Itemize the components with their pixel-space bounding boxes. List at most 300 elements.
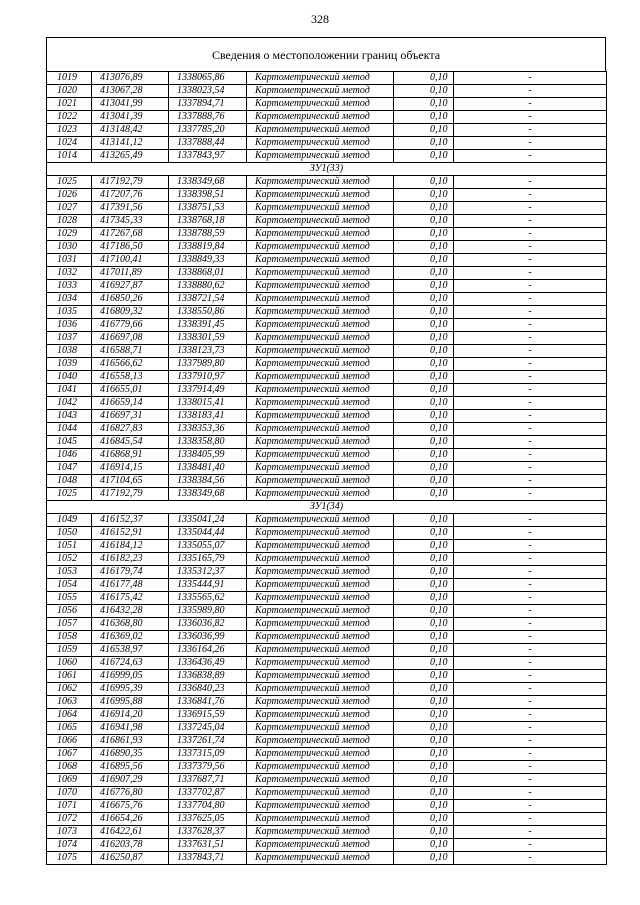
x-coordinate-cell: 416776,80 — [92, 787, 169, 800]
table-row — [47, 280, 607, 293]
point-number-cell: 1020 — [47, 85, 92, 98]
table-row — [47, 436, 607, 449]
precision-cell: 0,10 — [394, 488, 454, 501]
x-coordinate-cell: 417186,50 — [92, 241, 169, 254]
point-number-cell: 1061 — [47, 670, 92, 683]
table-row — [47, 306, 607, 319]
precision-cell: 0,10 — [394, 735, 454, 748]
point-number-cell: 1035 — [47, 306, 92, 319]
x-coordinate-cell: 416697,08 — [92, 332, 169, 345]
table-row — [47, 397, 607, 410]
method-cell: Картометрический метод — [247, 839, 394, 852]
y-coordinate-cell: 1336840,23 — [169, 683, 247, 696]
method-cell: Картометрический метод — [247, 683, 394, 696]
precision-cell: 0,10 — [394, 423, 454, 436]
y-coordinate-cell: 1335055,07 — [169, 540, 247, 553]
x-coordinate-cell: 416779,66 — [92, 319, 169, 332]
method-cell: Картометрический метод — [247, 813, 394, 826]
y-coordinate-cell: 1338301,59 — [169, 332, 247, 345]
x-coordinate-cell: 416927,87 — [92, 280, 169, 293]
description-cell: - — [454, 566, 607, 579]
description-cell: - — [454, 813, 607, 826]
method-cell: Картометрический метод — [247, 852, 394, 865]
x-coordinate-cell: 417100,41 — [92, 254, 169, 267]
method-cell: Картометрический метод — [247, 722, 394, 735]
y-coordinate-cell: 1338023,54 — [169, 85, 247, 98]
x-coordinate-cell: 417011,89 — [92, 267, 169, 280]
description-cell: - — [454, 267, 607, 280]
coordinates-table — [46, 71, 607, 865]
coordinates-table-body — [47, 72, 607, 865]
description-cell: - — [454, 72, 607, 85]
precision-cell: 0,10 — [394, 579, 454, 592]
method-cell: Картометрический метод — [247, 241, 394, 254]
x-coordinate-cell: 416422,61 — [92, 826, 169, 839]
y-coordinate-cell: 1337914,49 — [169, 384, 247, 397]
y-coordinate-cell: 1337261,74 — [169, 735, 247, 748]
precision-cell: 0,10 — [394, 709, 454, 722]
y-coordinate-cell: 1338868,01 — [169, 267, 247, 280]
point-number-cell: 1072 — [47, 813, 92, 826]
table-row — [47, 345, 607, 358]
description-cell: - — [454, 358, 607, 371]
description-cell: - — [454, 683, 607, 696]
y-coordinate-cell: 1338819,84 — [169, 241, 247, 254]
y-coordinate-cell: 1338349,68 — [169, 488, 247, 501]
table-row — [47, 150, 607, 163]
y-coordinate-cell: 1337628,37 — [169, 826, 247, 839]
point-number-cell: 1041 — [47, 384, 92, 397]
precision-cell: 0,10 — [394, 449, 454, 462]
method-cell: Картометрический метод — [247, 436, 394, 449]
y-coordinate-cell: 1338391,45 — [169, 319, 247, 332]
table-row — [47, 475, 607, 488]
table-row — [47, 85, 607, 98]
precision-cell: 0,10 — [394, 462, 454, 475]
x-coordinate-cell: 416895,56 — [92, 761, 169, 774]
point-number-cell: 1064 — [47, 709, 92, 722]
description-cell: - — [454, 631, 607, 644]
point-number-cell: 1065 — [47, 722, 92, 735]
x-coordinate-cell: 416655,01 — [92, 384, 169, 397]
x-coordinate-cell: 416675,76 — [92, 800, 169, 813]
y-coordinate-cell: 1335989,80 — [169, 605, 247, 618]
method-cell: Картометрический метод — [247, 735, 394, 748]
point-number-cell: 1030 — [47, 241, 92, 254]
y-coordinate-cell: 1336838,89 — [169, 670, 247, 683]
table-row — [47, 358, 607, 371]
description-cell: - — [454, 254, 607, 267]
method-cell: Картометрический метод — [247, 475, 394, 488]
point-number-cell: 1034 — [47, 293, 92, 306]
description-cell: - — [454, 280, 607, 293]
description-cell: - — [454, 189, 607, 202]
table-row — [47, 787, 607, 800]
precision-cell: 0,10 — [394, 787, 454, 800]
point-number-cell: 1053 — [47, 566, 92, 579]
method-cell: Картометрический метод — [247, 774, 394, 787]
point-number-cell: 1063 — [47, 696, 92, 709]
precision-cell: 0,10 — [394, 761, 454, 774]
precision-cell: 0,10 — [394, 228, 454, 241]
description-cell: - — [454, 488, 607, 501]
table-row — [47, 449, 607, 462]
point-number-cell: 1039 — [47, 358, 92, 371]
point-number-cell: 1021 — [47, 98, 92, 111]
y-coordinate-cell: 1336841,76 — [169, 696, 247, 709]
x-coordinate-cell: 416995,39 — [92, 683, 169, 696]
description-cell: - — [454, 748, 607, 761]
point-number-cell: 1059 — [47, 644, 92, 657]
y-coordinate-cell: 1335041,24 — [169, 514, 247, 527]
table-row — [47, 332, 607, 345]
description-cell: - — [454, 826, 607, 839]
precision-cell: 0,10 — [394, 267, 454, 280]
point-number-cell: 1045 — [47, 436, 92, 449]
y-coordinate-cell: 1337843,97 — [169, 150, 247, 163]
x-coordinate-cell: 416250,87 — [92, 852, 169, 865]
description-cell: - — [454, 735, 607, 748]
method-cell: Картометрический метод — [247, 657, 394, 670]
method-cell: Картометрический метод — [247, 449, 394, 462]
method-cell: Картометрический метод — [247, 267, 394, 280]
precision-cell: 0,10 — [394, 722, 454, 735]
y-coordinate-cell: 1338481,40 — [169, 462, 247, 475]
method-cell: Картометрический метод — [247, 761, 394, 774]
precision-cell: 0,10 — [394, 85, 454, 98]
table-row — [47, 384, 607, 397]
method-cell: Картометрический метод — [247, 696, 394, 709]
point-number-cell: 1037 — [47, 332, 92, 345]
y-coordinate-cell: 1336436,49 — [169, 657, 247, 670]
y-coordinate-cell: 1337625,05 — [169, 813, 247, 826]
precision-cell: 0,10 — [394, 592, 454, 605]
point-number-cell: 1047 — [47, 462, 92, 475]
description-cell: - — [454, 722, 607, 735]
table-row — [47, 852, 607, 865]
description-cell: - — [454, 774, 607, 787]
x-coordinate-cell: 417267,68 — [92, 228, 169, 241]
y-coordinate-cell: 1338353,36 — [169, 423, 247, 436]
point-number-cell: 1071 — [47, 800, 92, 813]
table-row — [47, 553, 607, 566]
method-cell: Картометрический метод — [247, 462, 394, 475]
precision-cell: 0,10 — [394, 124, 454, 137]
precision-cell: 0,10 — [394, 306, 454, 319]
table-row — [47, 371, 607, 384]
method-cell: Картометрический метод — [247, 345, 394, 358]
method-cell: Картометрический метод — [247, 553, 394, 566]
description-cell: - — [454, 215, 607, 228]
precision-cell: 0,10 — [394, 527, 454, 540]
x-coordinate-cell: 416566,62 — [92, 358, 169, 371]
description-cell: - — [454, 839, 607, 852]
point-number-cell: 1049 — [47, 514, 92, 527]
x-coordinate-cell: 416861,93 — [92, 735, 169, 748]
y-coordinate-cell: 1336036,82 — [169, 618, 247, 631]
description-cell: - — [454, 592, 607, 605]
description-cell: - — [454, 384, 607, 397]
x-coordinate-cell: 416152,37 — [92, 514, 169, 527]
method-cell: Картометрический метод — [247, 605, 394, 618]
y-coordinate-cell: 1337843,71 — [169, 852, 247, 865]
y-coordinate-cell: 1337894,71 — [169, 98, 247, 111]
x-coordinate-cell: 416175,42 — [92, 592, 169, 605]
y-coordinate-cell: 1338183,41 — [169, 410, 247, 423]
point-number-cell: 1073 — [47, 826, 92, 839]
description-cell: - — [454, 579, 607, 592]
method-cell: Картометрический метод — [247, 150, 394, 163]
x-coordinate-cell: 413148,42 — [92, 124, 169, 137]
y-coordinate-cell: 1337315,09 — [169, 748, 247, 761]
table-row — [47, 631, 607, 644]
point-number-cell: 1014 — [47, 150, 92, 163]
method-cell: Картометрический метод — [247, 332, 394, 345]
table-row — [47, 254, 607, 267]
table-row — [47, 722, 607, 735]
table-row — [47, 670, 607, 683]
method-cell: Картометрический метод — [247, 280, 394, 293]
description-cell: - — [454, 241, 607, 254]
x-coordinate-cell: 416368,80 — [92, 618, 169, 631]
precision-cell: 0,10 — [394, 189, 454, 202]
x-coordinate-cell: 416182,23 — [92, 553, 169, 566]
table-row — [47, 826, 607, 839]
description-cell: - — [454, 527, 607, 540]
x-coordinate-cell: 417104,65 — [92, 475, 169, 488]
method-cell: Картометрический метод — [247, 371, 394, 384]
description-cell: - — [454, 475, 607, 488]
x-coordinate-cell: 416659,14 — [92, 397, 169, 410]
x-coordinate-cell: 413041,99 — [92, 98, 169, 111]
method-cell: Картометрический метод — [247, 540, 394, 553]
y-coordinate-cell: 1337888,44 — [169, 137, 247, 150]
description-cell: - — [454, 657, 607, 670]
precision-cell: 0,10 — [394, 475, 454, 488]
point-number-cell: 1068 — [47, 761, 92, 774]
method-cell: Картометрический метод — [247, 592, 394, 605]
point-number-cell: 1062 — [47, 683, 92, 696]
table-header — [46, 37, 606, 71]
description-cell: - — [454, 85, 607, 98]
description-cell: - — [454, 319, 607, 332]
precision-cell: 0,10 — [394, 319, 454, 332]
method-cell: Картометрический метод — [247, 254, 394, 267]
y-coordinate-cell: 1338123,73 — [169, 345, 247, 358]
method-cell: Картометрический метод — [247, 397, 394, 410]
y-coordinate-cell: 1337989,80 — [169, 358, 247, 371]
table-row — [47, 215, 607, 228]
x-coordinate-cell: 416995,88 — [92, 696, 169, 709]
y-coordinate-cell: 1337687,71 — [169, 774, 247, 787]
x-coordinate-cell: 416184,12 — [92, 540, 169, 553]
description-cell: - — [454, 605, 607, 618]
y-coordinate-cell: 1337704,80 — [169, 800, 247, 813]
x-coordinate-cell: 413141,12 — [92, 137, 169, 150]
method-cell: Картометрический метод — [247, 631, 394, 644]
description-cell: - — [454, 98, 607, 111]
point-number-cell: 1036 — [47, 319, 92, 332]
precision-cell: 0,10 — [394, 631, 454, 644]
point-number-cell: 1055 — [47, 592, 92, 605]
x-coordinate-cell: 416941,98 — [92, 722, 169, 735]
x-coordinate-cell: 416369,02 — [92, 631, 169, 644]
table-row — [47, 98, 607, 111]
y-coordinate-cell: 1338065,86 — [169, 72, 247, 85]
precision-cell: 0,10 — [394, 683, 454, 696]
y-coordinate-cell: 1337785,20 — [169, 124, 247, 137]
description-cell: - — [454, 644, 607, 657]
y-coordinate-cell: 1338880,62 — [169, 280, 247, 293]
point-number-cell: 1028 — [47, 215, 92, 228]
point-number-cell: 1070 — [47, 787, 92, 800]
y-coordinate-cell: 1335165,79 — [169, 553, 247, 566]
x-coordinate-cell: 416654,26 — [92, 813, 169, 826]
y-coordinate-cell: 1338849,33 — [169, 254, 247, 267]
y-coordinate-cell: 1338349,68 — [169, 176, 247, 189]
precision-cell: 0,10 — [394, 137, 454, 150]
point-number-cell: 1075 — [47, 852, 92, 865]
description-cell: - — [454, 800, 607, 813]
description-cell: - — [454, 150, 607, 163]
precision-cell: 0,10 — [394, 813, 454, 826]
table-row — [47, 527, 607, 540]
table-row — [47, 137, 607, 150]
point-number-cell: 1074 — [47, 839, 92, 852]
x-coordinate-cell: 416538,97 — [92, 644, 169, 657]
point-number-cell: 1046 — [47, 449, 92, 462]
method-cell: Картометрический метод — [247, 228, 394, 241]
method-cell: Картометрический метод — [247, 384, 394, 397]
x-coordinate-cell: 416999,05 — [92, 670, 169, 683]
x-coordinate-cell: 416697,31 — [92, 410, 169, 423]
precision-cell: 0,10 — [394, 384, 454, 397]
point-number-cell: 1051 — [47, 540, 92, 553]
x-coordinate-cell: 413067,28 — [92, 85, 169, 98]
point-number-cell: 1025 — [47, 176, 92, 189]
table-row — [47, 696, 607, 709]
precision-cell: 0,10 — [394, 618, 454, 631]
x-coordinate-cell: 416152,91 — [92, 527, 169, 540]
precision-cell: 0,10 — [394, 215, 454, 228]
precision-cell: 0,10 — [394, 826, 454, 839]
table-row — [47, 488, 607, 501]
method-cell: Картометрический метод — [247, 787, 394, 800]
x-coordinate-cell: 416914,20 — [92, 709, 169, 722]
description-cell: - — [454, 462, 607, 475]
x-coordinate-cell: 416432,28 — [92, 605, 169, 618]
method-cell: Картометрический метод — [247, 176, 394, 189]
table-row — [47, 267, 607, 280]
table-row — [47, 683, 607, 696]
table-row — [47, 579, 607, 592]
method-cell: Картометрический метод — [247, 566, 394, 579]
section-label: ЗУ1(34) — [47, 501, 607, 514]
description-cell: - — [454, 397, 607, 410]
point-number-cell: 1044 — [47, 423, 92, 436]
point-number-cell: 1042 — [47, 397, 92, 410]
method-cell: Картометрический метод — [247, 579, 394, 592]
precision-cell: 0,10 — [394, 241, 454, 254]
table-row — [47, 72, 607, 85]
precision-cell: 0,10 — [394, 150, 454, 163]
y-coordinate-cell: 1337379,56 — [169, 761, 247, 774]
method-cell: Картометрический метод — [247, 306, 394, 319]
description-cell: - — [454, 540, 607, 553]
description-cell: - — [454, 449, 607, 462]
point-number-cell: 1023 — [47, 124, 92, 137]
description-cell: - — [454, 124, 607, 137]
table-row — [47, 618, 607, 631]
table-row — [47, 839, 607, 852]
precision-cell: 0,10 — [394, 397, 454, 410]
y-coordinate-cell: 1338015,41 — [169, 397, 247, 410]
precision-cell: 0,10 — [394, 644, 454, 657]
table-row — [47, 202, 607, 215]
description-cell: - — [454, 202, 607, 215]
y-coordinate-cell: 1336036,99 — [169, 631, 247, 644]
method-cell: Картометрический метод — [247, 319, 394, 332]
table-row — [47, 319, 607, 332]
x-coordinate-cell: 416558,13 — [92, 371, 169, 384]
page-number: 328 — [311, 12, 329, 26]
y-coordinate-cell: 1338721,54 — [169, 293, 247, 306]
description-cell: - — [454, 332, 607, 345]
precision-cell: 0,10 — [394, 566, 454, 579]
x-coordinate-cell: 413265,49 — [92, 150, 169, 163]
x-coordinate-cell: 416845,54 — [92, 436, 169, 449]
description-cell: - — [454, 852, 607, 865]
y-coordinate-cell: 1338788,59 — [169, 228, 247, 241]
method-cell: Картометрический метод — [247, 527, 394, 540]
point-number-cell: 1024 — [47, 137, 92, 150]
table-row — [47, 813, 607, 826]
table-title: Сведения о местоположении границ объекта — [211, 48, 441, 62]
precision-cell: 0,10 — [394, 111, 454, 124]
table-row — [47, 111, 607, 124]
point-number-cell: 1031 — [47, 254, 92, 267]
method-cell: Картометрический метод — [247, 124, 394, 137]
point-number-cell: 1040 — [47, 371, 92, 384]
precision-cell: 0,10 — [394, 72, 454, 85]
description-cell: - — [454, 371, 607, 384]
precision-cell: 0,10 — [394, 605, 454, 618]
x-coordinate-cell: 416809,32 — [92, 306, 169, 319]
method-cell: Картометрический метод — [247, 826, 394, 839]
x-coordinate-cell: 416827,83 — [92, 423, 169, 436]
method-cell: Картометрический метод — [247, 202, 394, 215]
table-row — [47, 748, 607, 761]
x-coordinate-cell: 416203,78 — [92, 839, 169, 852]
table-row — [47, 709, 607, 722]
precision-cell: 0,10 — [394, 358, 454, 371]
x-coordinate-cell: 417192,79 — [92, 488, 169, 501]
method-cell: Картометрический метод — [247, 618, 394, 631]
precision-cell: 0,10 — [394, 553, 454, 566]
precision-cell: 0,10 — [394, 254, 454, 267]
x-coordinate-cell: 416914,15 — [92, 462, 169, 475]
method-cell: Картометрический метод — [247, 748, 394, 761]
precision-cell: 0,10 — [394, 839, 454, 852]
description-cell: - — [454, 618, 607, 631]
x-coordinate-cell: 416179,74 — [92, 566, 169, 579]
description-cell: - — [454, 176, 607, 189]
y-coordinate-cell: 1335444,91 — [169, 579, 247, 592]
precision-cell: 0,10 — [394, 98, 454, 111]
x-coordinate-cell: 417192,79 — [92, 176, 169, 189]
method-cell: Картометрический метод — [247, 644, 394, 657]
point-number-cell: 1056 — [47, 605, 92, 618]
